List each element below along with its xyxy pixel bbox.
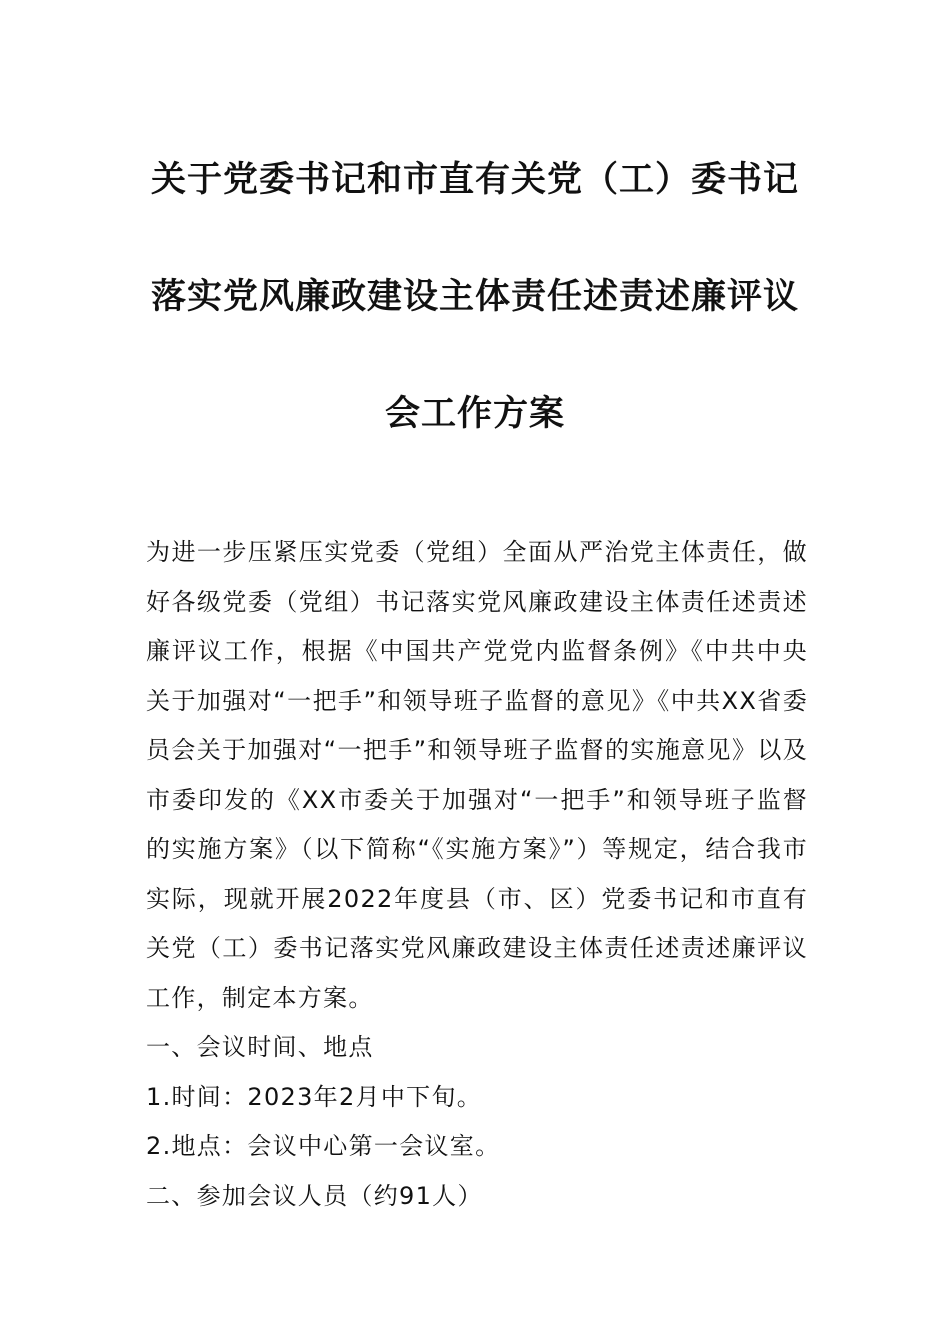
title-line-1: 关于党委书记和市直有关党（工）委书记 <box>150 160 799 200</box>
item-place: 2.地点：会议中心第一会议室。 <box>146 1132 501 1160</box>
document-body <box>146 528 808 1221</box>
document-title <box>100 150 850 501</box>
intro-paragraph: 为进一步压紧压实党委（党组）全面从严治党主体责任，做好各级党委（党组）书记落实党风廉政建设主体责任述责述廉评议工作，根据《中国共产党党内监督条例》《中共中央关于加强对“一把手”和领导班子监督的意见》《中共XX省委员会关于加强对“一把手”和领导班子监督的实施意见》以及市委印发的《XX市委关于加强对“一把手”和领导班子监督的实施方案》（以下简称“《实施方案》”）等规定，结合我市实际，现就开展2022年度县（市、区）党委书记和市直有关党（工）委书记落实党风廉政建设主体责任述责述廉评议工作，制定本方案。 <box>146 538 808 1012</box>
item-time: 1.时间：2023年2月中下旬。 <box>146 1082 483 1111</box>
title-line-2: 落实党风廉政建设主体责任述责述廉评议 <box>150 277 799 317</box>
section-heading-time-place: 一、会议时间、地点 <box>146 1033 374 1061</box>
title-line-3: 会工作方案 <box>384 394 565 434</box>
section-heading-attendees: 二、参加会议人员（约91人） <box>146 1181 483 1210</box>
